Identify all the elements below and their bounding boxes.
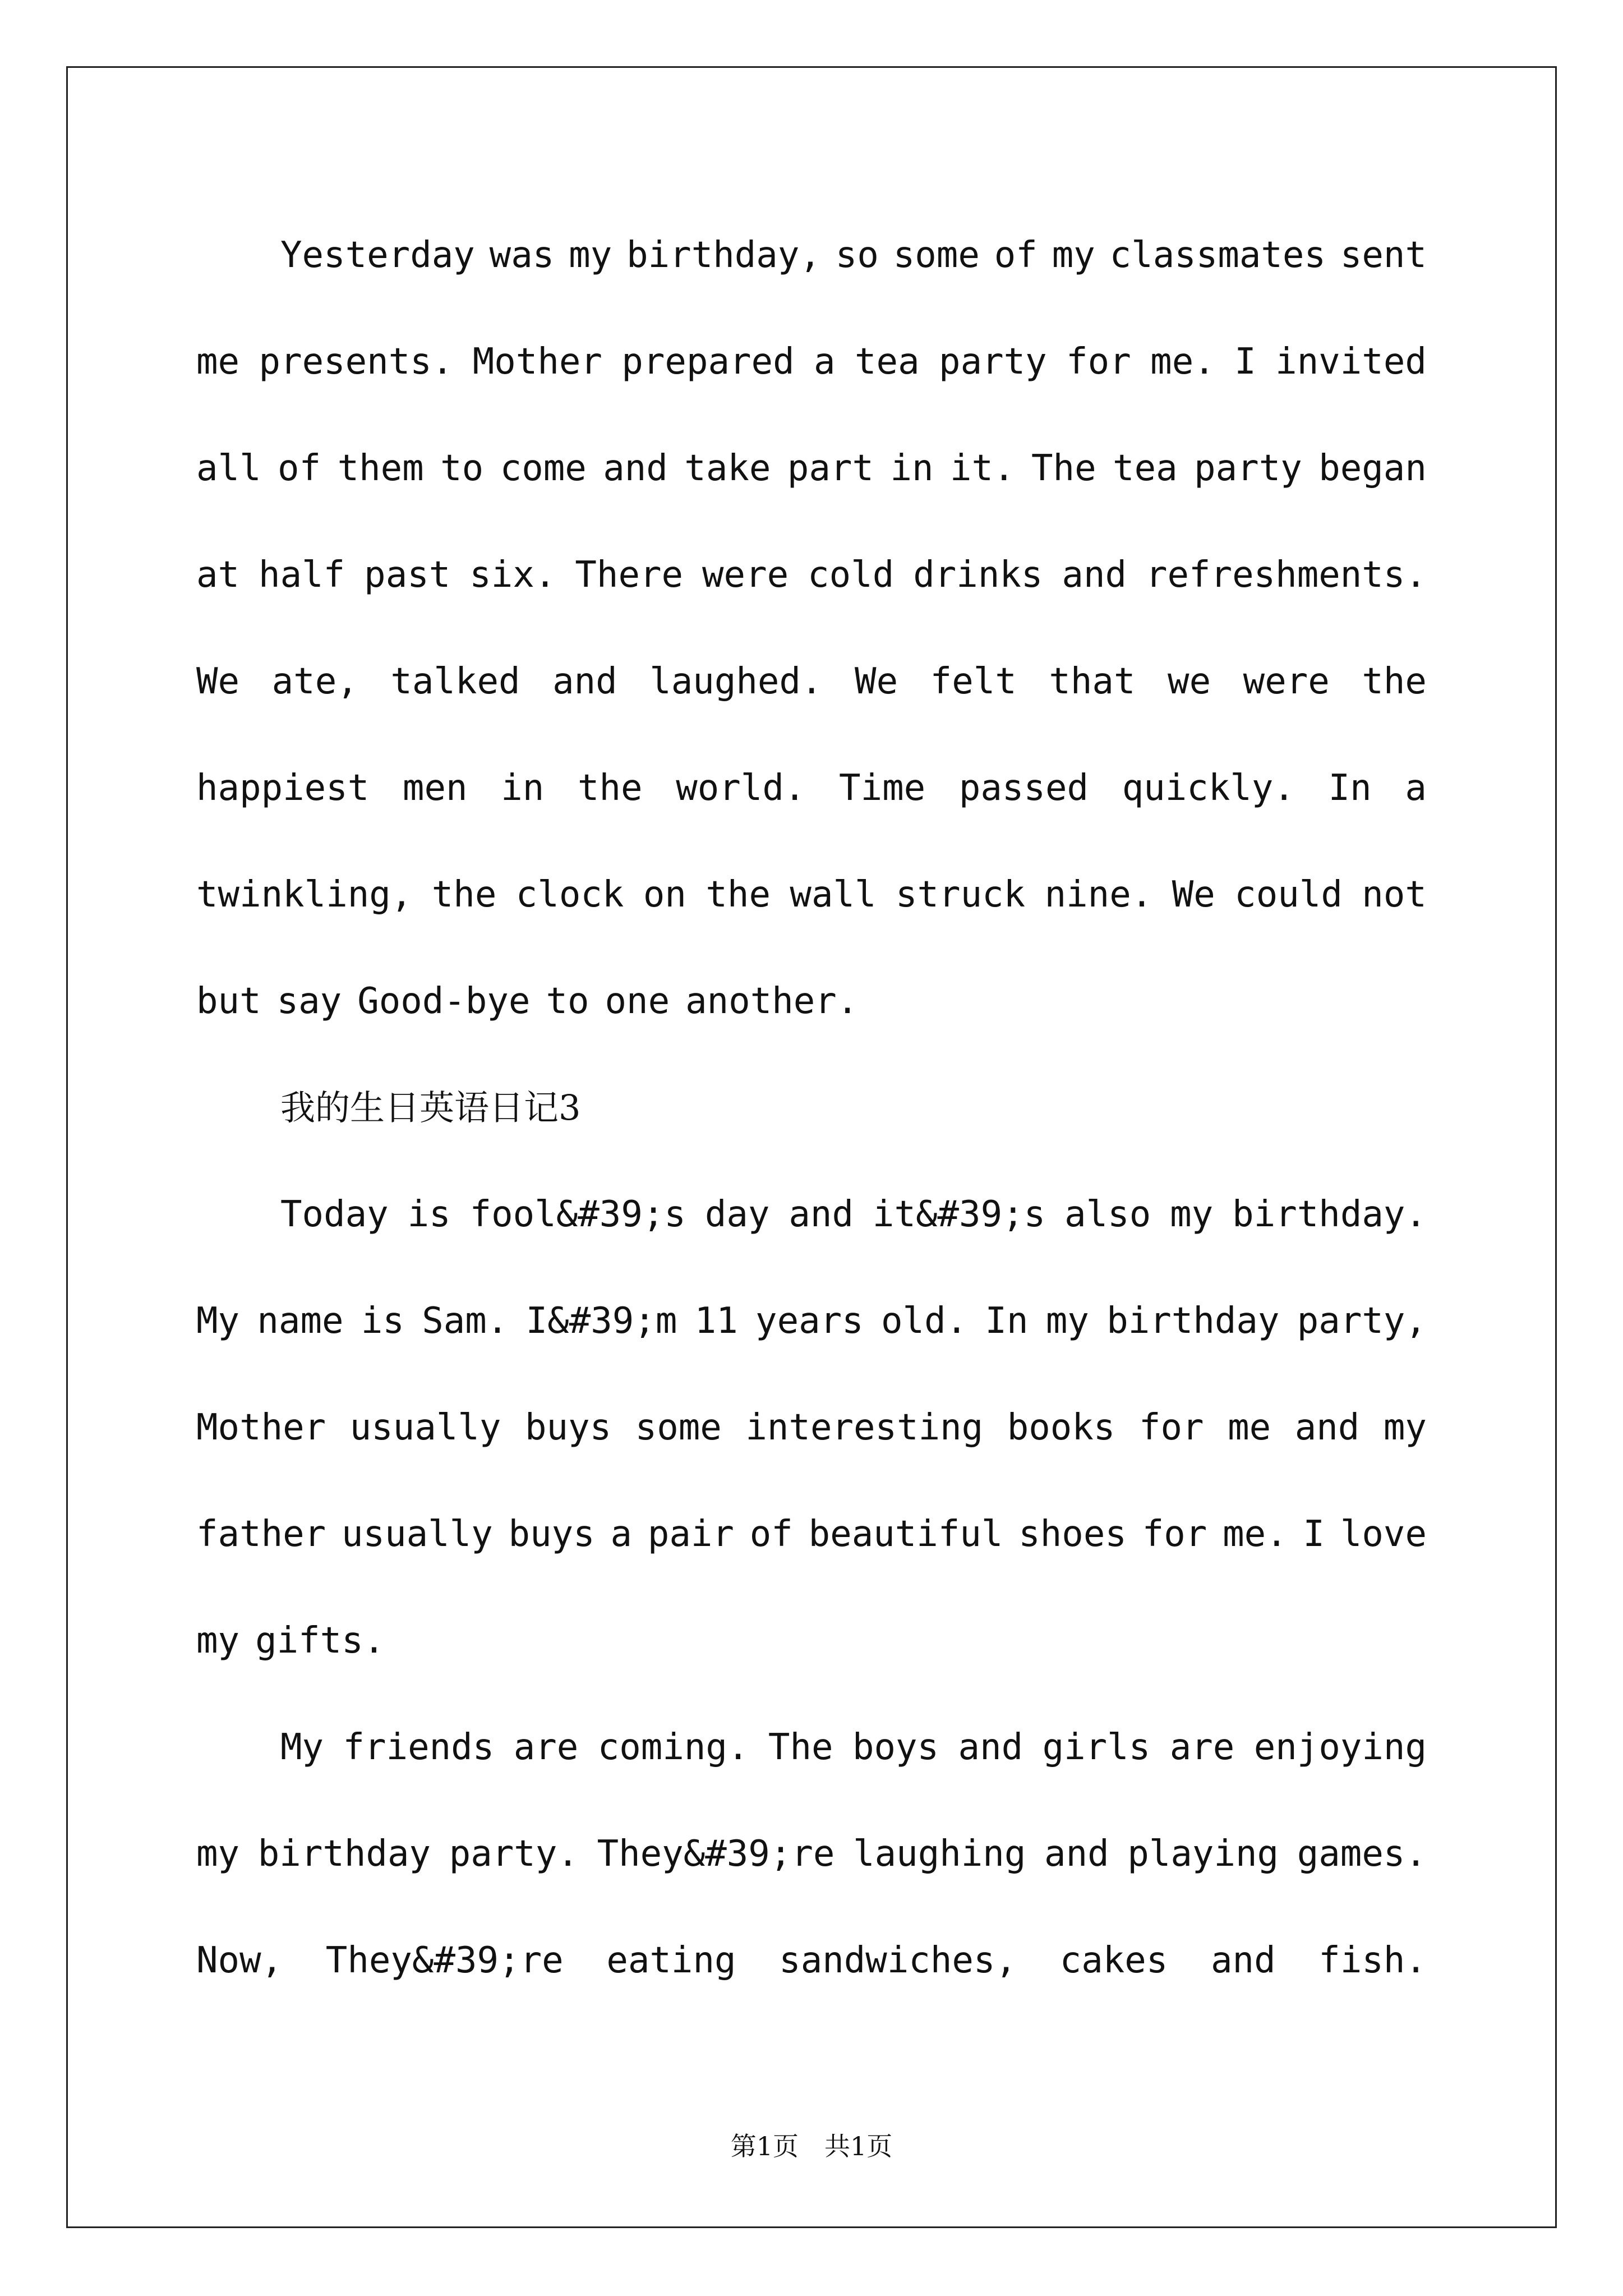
text-line: me presents. Mother prepared a tea party for me. I invited — [196, 341, 1427, 383]
text-line: father usually buys a pair of beautiful shoes for me. I love — [196, 1513, 1427, 1555]
text-line: twinkling, the clock on the wall struck nine. We could not — [196, 874, 1427, 915]
text-line: Today is fool&#39;s day and it&#39;s also my birthday. — [280, 1194, 1427, 1235]
text-line: all of them to come and take part in it. The tea party began — [196, 448, 1427, 489]
text-line: happiest men in the world. Time passed quickly. In a — [196, 767, 1427, 809]
section-heading: 我的生日英语日记3 — [280, 1087, 581, 1128]
text-line: my birthday party. They&#39;re laughing and playing games. — [196, 1833, 1427, 1875]
document-body — [196, 202, 1427, 2014]
text-line: My name is Sam. I&#39;m 11 years old. In my birthday party, — [196, 1300, 1427, 1342]
text-line: We ate, talked and laughed. We felt that we were the — [196, 661, 1427, 702]
page-footer: 第1页 共1页 — [730, 2131, 893, 2161]
text-line: Yesterday was my birthday, so some of my classmates sent — [280, 234, 1427, 276]
text-line: Now, They&#39;re eating sandwiches, cakes and fish. — [196, 1940, 1427, 1981]
text-line: My friends are coming. The boys and girls are enjoying — [280, 1727, 1427, 1768]
text-line: Mother usually buys some interesting books for me and my — [196, 1407, 1427, 1448]
text-line: at half past six. There were cold drinks and refreshments. — [196, 554, 1427, 596]
text-line: my gifts. — [196, 1620, 385, 1662]
text-line: but say Good-bye to one another. — [196, 981, 859, 1022]
